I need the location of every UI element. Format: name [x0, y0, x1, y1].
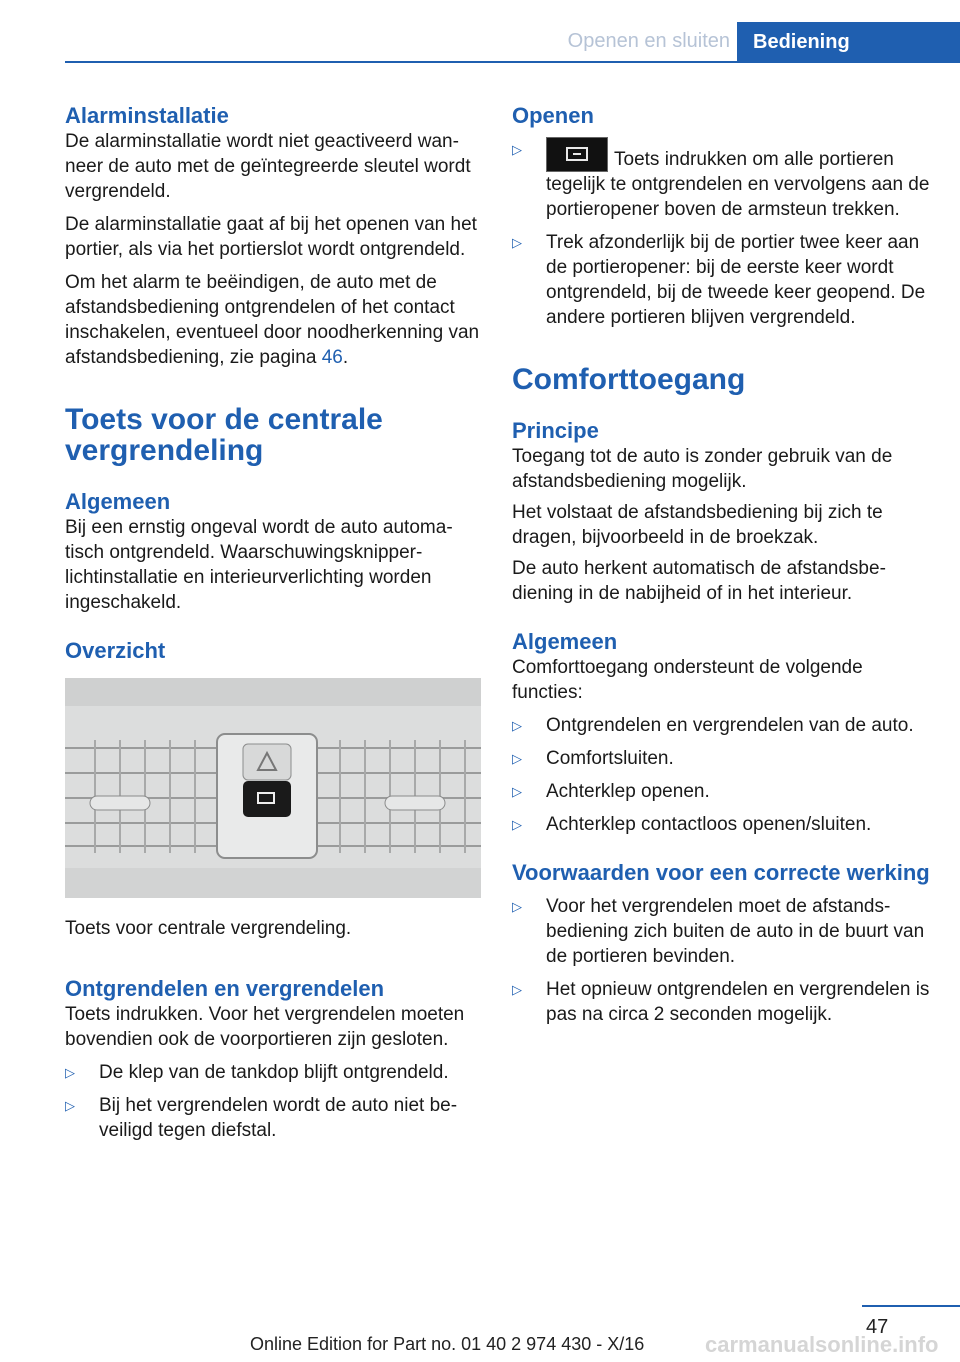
left-column	[65, 102, 481, 1143]
functies-list	[512, 713, 932, 837]
overzicht-heading: Overzicht	[65, 638, 166, 663]
list-item	[512, 812, 932, 837]
ontgrendelen-heading: Ontgrendelen en vergrendelen	[65, 976, 385, 1001]
page-number: 47	[866, 1316, 889, 1338]
voorwaarden-heading: Voorwaarden voor een correcte werking	[512, 860, 930, 885]
voorwaarden-list	[512, 894, 932, 1027]
bullet-icon: ▷	[65, 1098, 75, 1113]
bullet-icon: ▷	[512, 982, 522, 997]
watermark: carmanualsonline.info	[705, 1332, 939, 1357]
bullet-icon: ▷	[512, 817, 522, 832]
list-item-text: Bij het vergrendelen wordt de auto niet beveiligd tegen diefstal.	[99, 1095, 458, 1141]
list-item	[512, 746, 932, 771]
alarm-paragraph-3	[65, 270, 481, 370]
header-chapter-tab: Bediening	[737, 22, 960, 62]
header-rule	[65, 61, 960, 63]
alarm-paragraph-3-text: Om het alarm te beëindigen, de auto met de afstandsbediening ontgrendelen of het contact inschakelen, eventueel door noodherkenning van afstandsbediening, zie pagina	[65, 272, 480, 368]
list-item	[65, 1060, 481, 1085]
list-item-text: Het opnieuw ontgrendelen en vergrendelen is pas na circa 2 seconden mogelijk.	[546, 979, 930, 1025]
bullet-icon: ▷	[512, 751, 522, 766]
ontgrendelen-paragraph: Toets indrukken. Voor het vergrendelen moeten bovendien ook de voorportieren zijn gesloten.	[65, 1004, 465, 1050]
principe-paragraph-2: Het volstaat de afstandsbediening bij zich te dragen, bijvoorbeeld in de broekzak.	[512, 502, 883, 548]
figure-caption: Toets voor centrale vergrendeling.	[65, 918, 352, 939]
page-link[interactable]: 46	[321, 347, 343, 368]
comforttoegang-heading: Comforttoegang	[512, 363, 746, 396]
list-item-text: Trek afzonderlijk bij de portier twee keer aan de portieropener: bij de eerste keer wordt ontgrendeld, bij de tweede keer geopend. De andere portieren blijven vergrendeld.	[546, 232, 926, 328]
alarm-heading: Alarminstallatie	[65, 103, 229, 128]
algemeen-right-paragraph: Comforttoegang ondersteunt de volgende functies:	[512, 657, 863, 703]
list-item-text: De klep van de tankdop blijft ontgrendeld.	[99, 1062, 449, 1083]
algemeen-paragraph: Bij een ernstig ongeval wordt de auto automatisch ontgrendeld. Waarschuwingsknipperlichtinstallatie en interieurverlichting worden ingeschakeld.	[65, 517, 453, 613]
list-item	[512, 713, 932, 738]
alarm-paragraph-3-end: .	[342, 347, 349, 368]
list-item	[512, 230, 932, 330]
alarm-paragraph-1: De alarminstallatie wordt niet geactiveerd wanneer de auto met de geïntegreerde sleutel wordt vergrendeld.	[65, 131, 471, 202]
list-item	[512, 779, 932, 804]
header-section-title: Openen en sluiten	[567, 30, 730, 52]
list-item	[512, 137, 932, 222]
list-item-text: Comfortsluiten.	[546, 748, 674, 769]
bullet-icon: ▷	[512, 899, 522, 914]
central-lock-heading: Toets voor de centrale vergrendeling	[65, 403, 383, 467]
algemeen-heading: Algemeen	[65, 489, 171, 514]
list-item-text: Voor het vergrendelen moet de afstandsbediening zich buiten de auto in de buurt van de portieren bevinden.	[546, 896, 925, 967]
bullet-icon: ▷	[512, 784, 522, 799]
openen-list	[512, 137, 932, 330]
list-item-text: Ontgrendelen en vergrendelen van de auto.	[546, 715, 914, 736]
ontgrendelen-list	[65, 1060, 481, 1143]
right-column	[512, 102, 932, 1027]
unlock-button-icon	[546, 137, 608, 172]
principe-heading: Principe	[512, 418, 599, 443]
principe-paragraph-3: De auto herkent automatisch de afstandsbediening in de nabijheid of in het interieur.	[512, 558, 886, 604]
openen-heading: Openen	[512, 103, 594, 128]
bullet-icon: ▷	[65, 1065, 75, 1080]
central-lock-figure	[65, 678, 481, 898]
list-item	[65, 1093, 481, 1143]
list-item-text: Achterklep openen.	[546, 781, 710, 802]
footer-rule	[862, 1305, 960, 1307]
list-item	[512, 977, 932, 1027]
list-item-text: Achterklep contactloos openen/sluiten.	[546, 814, 872, 835]
edition-footer: Online Edition for Part no. 01 40 2 974 430 - X/16	[250, 1334, 645, 1354]
bullet-icon: ▷	[512, 718, 522, 733]
list-item-text: Toets indrukken om alle portieren tegelijk te ontgrendelen en vervolgens aan de portieropener boven de armsteun trekken.	[546, 149, 930, 220]
list-item	[512, 894, 932, 969]
algemeen-right-heading: Algemeen	[512, 629, 618, 654]
principe-paragraph-1: Toegang tot de auto is zonder gebruik van de afstandsbediening mogelijk.	[512, 446, 893, 492]
bullet-icon: ▷	[512, 235, 522, 250]
bullet-icon: ▷	[512, 142, 522, 157]
alarm-paragraph-2: De alarminstallatie gaat af bij het openen van het portier, als via het portierslot wordt ontgrendeld.	[65, 214, 477, 260]
